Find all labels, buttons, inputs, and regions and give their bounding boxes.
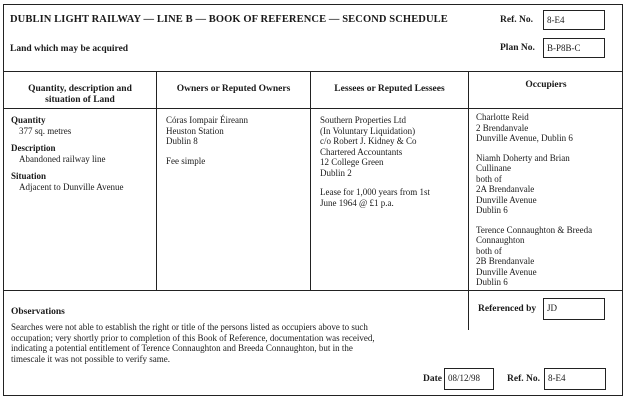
referenced-by-field: JD	[543, 298, 605, 320]
ref-no-label: Ref. No.	[500, 15, 533, 25]
quantity-value: 377 sq. metres	[19, 125, 72, 136]
quantity-label: Quantity	[11, 115, 46, 125]
land-cell	[11, 115, 124, 192]
plan-no-label: Plan No.	[500, 43, 535, 53]
ref-no-field: 8-E4	[543, 10, 605, 30]
table-top-rule	[3, 71, 623, 72]
situation-label: Situation	[11, 171, 47, 181]
occupier-entry: Terence Connaughton & Breeda Connaughton both of 2B Brendanvale Dunville Avenue Dublin 6	[476, 224, 593, 287]
lessee-line: (In Voluntary Liquidation)	[320, 125, 416, 136]
date-label: Date	[423, 374, 442, 384]
document-title: DUBLIN LIGHT RAILWAY — LINE B — BOOK OF REFERENCE — SECOND SCHEDULE	[10, 14, 448, 25]
occupier-entry: Charlotte Reid 2 Brendanvale Dunville Avenue, Dublin 6	[476, 112, 573, 143]
column-divider-1	[156, 71, 157, 290]
occupiers-cell	[476, 112, 592, 288]
lessee-line: c/o Robert J. Kidney & Co	[320, 136, 417, 146]
lessees-cell	[320, 115, 430, 208]
lessee-line: 12 College Green	[320, 157, 384, 167]
column-divider-3	[468, 71, 469, 290]
observations-text: Searches were not able to establish the right or title of the persons listed as occupiers above to such occupation; very shortly prior to completion of this Book of Reference, documentation was received, indicating a potential entitlement of Terence Connaughton and Breeda Connaughton, but in the timescale it was not possible to verify same.	[11, 322, 375, 364]
table-bottom-rule	[3, 290, 623, 291]
description-value: Abandoned railway line	[19, 153, 106, 164]
owner-line: Dublin 8	[166, 136, 198, 146]
column-header-owners: Owners or Reputed Owners	[176, 84, 291, 94]
column-header-lessees: Lessees or Reputed Lessees	[334, 84, 445, 94]
owner-tenure: Fee simple	[166, 155, 206, 166]
table-header-rule	[3, 108, 623, 109]
occupier-entry: Niamh Doherty and Brian Cullinane both of 2A Brendanvale Dunville Avenue Dublin 6	[476, 152, 570, 215]
date-field: 08/12/98	[444, 368, 494, 390]
owners-cell	[166, 115, 248, 166]
footer-ref-no-field: 8-E4	[544, 368, 606, 390]
referenced-by-label: Referenced by	[478, 304, 537, 314]
owner-line: Córas Iompair Éireann	[166, 115, 248, 125]
lease-line: June 1964 @ £1 p.a.	[320, 197, 394, 208]
lessee-line: Southern Properties Ltd	[320, 115, 406, 125]
description-label: Description	[11, 143, 56, 153]
document-subtitle: Land which may be acquired	[10, 44, 129, 54]
lease-line: Lease for 1,000 years from 1st	[320, 187, 430, 197]
situation-value: Adjacent to Dunville Avenue	[19, 181, 124, 192]
referenced-divider	[468, 290, 469, 330]
lessee-line: Dublin 2	[320, 167, 352, 178]
column-divider-2	[310, 71, 311, 290]
column-header-land: Quantity, description and situation of Land	[28, 84, 132, 105]
footer-ref-no-label: Ref. No.	[507, 374, 540, 384]
owner-line: Heuston Station	[166, 125, 224, 136]
column-header-occupiers: Occupiers	[525, 80, 567, 90]
plan-no-field: B-P8B-C	[543, 38, 605, 58]
observations-label: Observations	[11, 307, 65, 317]
lessee-line: Chartered Accountants	[320, 146, 403, 157]
